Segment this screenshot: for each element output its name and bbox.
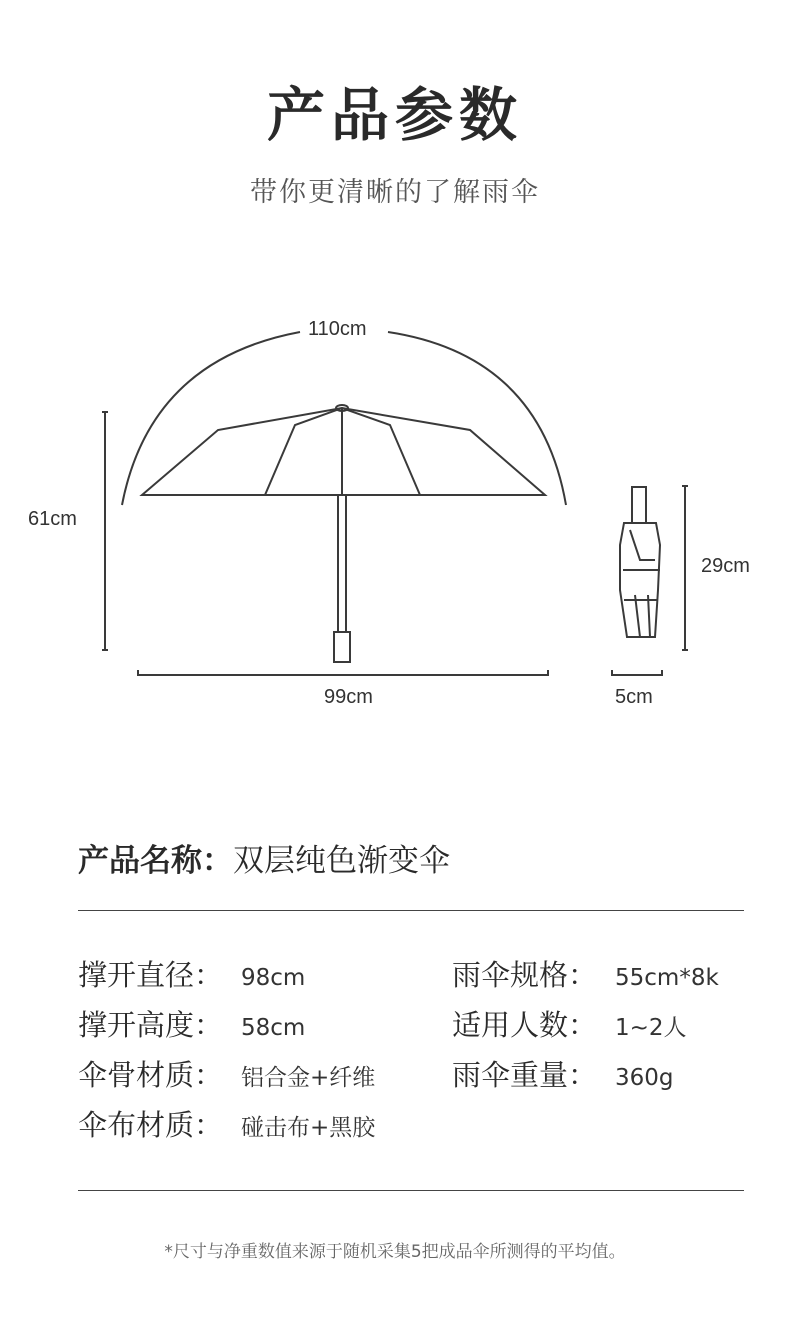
width-folded-label: 5cm [611,686,657,709]
spec-label: 伞骨材质： [78,1058,224,1092]
product-name-value: 双层纯色渐变伞 [233,843,450,879]
spec-value: 360g [615,1065,674,1091]
spec-label: 适用人数： [452,1008,598,1042]
spec-label: 撑开高度： [78,1008,224,1042]
spec-value: 55cm*8k [615,965,719,991]
folded-width-dimension-line [612,670,662,675]
spec-label: 雨伞规格： [452,958,598,992]
spec-height [78,1003,305,1044]
folded-height-dimension-line [682,486,688,650]
spec-label: 撑开直径： [78,958,224,992]
product-name-row [78,835,450,880]
spec-label: 伞布材质： [78,1108,224,1142]
spec-label: 雨伞重量： [452,1058,598,1092]
divider-top [78,910,744,911]
canopy-outline [142,408,545,495]
spec-diameter [78,953,305,994]
handle [334,632,350,662]
spec-value: 1~2人 [615,1015,687,1041]
spec-rib-material [78,1053,375,1094]
page-subtitle: 带你更清晰的了解雨伞 [250,177,540,208]
spec-value: 58cm [241,1015,306,1041]
height-open-label: 61cm [24,508,81,531]
spec-value: 碰击布+黑胶 [241,1115,376,1141]
arc-label: 110cm [304,318,371,341]
spec-fabric-material [78,1103,375,1144]
spec-value: 铝合金+纤维 [241,1065,376,1091]
height-dimension-line [102,412,108,650]
width-open-label: 99cm [320,686,377,709]
footnote: *尺寸与净重数值来源于随机采集5把成品伞所测得的平均值。 [164,1242,626,1262]
spec-weight [452,1053,674,1094]
height-folded-label: 29cm [697,555,754,578]
spec-value: 98cm [241,965,306,991]
product-name-label: 产品名称： [78,843,233,879]
divider-bottom [78,1190,744,1191]
arc-dimension-line-right [388,332,566,505]
arc-dimension-line [122,332,300,505]
spec-capacity [452,1003,687,1044]
folded-canopy [620,523,660,637]
page-title: 产品参数 [266,81,523,149]
folded-handle [632,487,646,523]
shaft [338,495,346,632]
spec-size [452,953,719,994]
umbrella-diagram [0,290,790,720]
width-dimension-line [138,670,548,675]
